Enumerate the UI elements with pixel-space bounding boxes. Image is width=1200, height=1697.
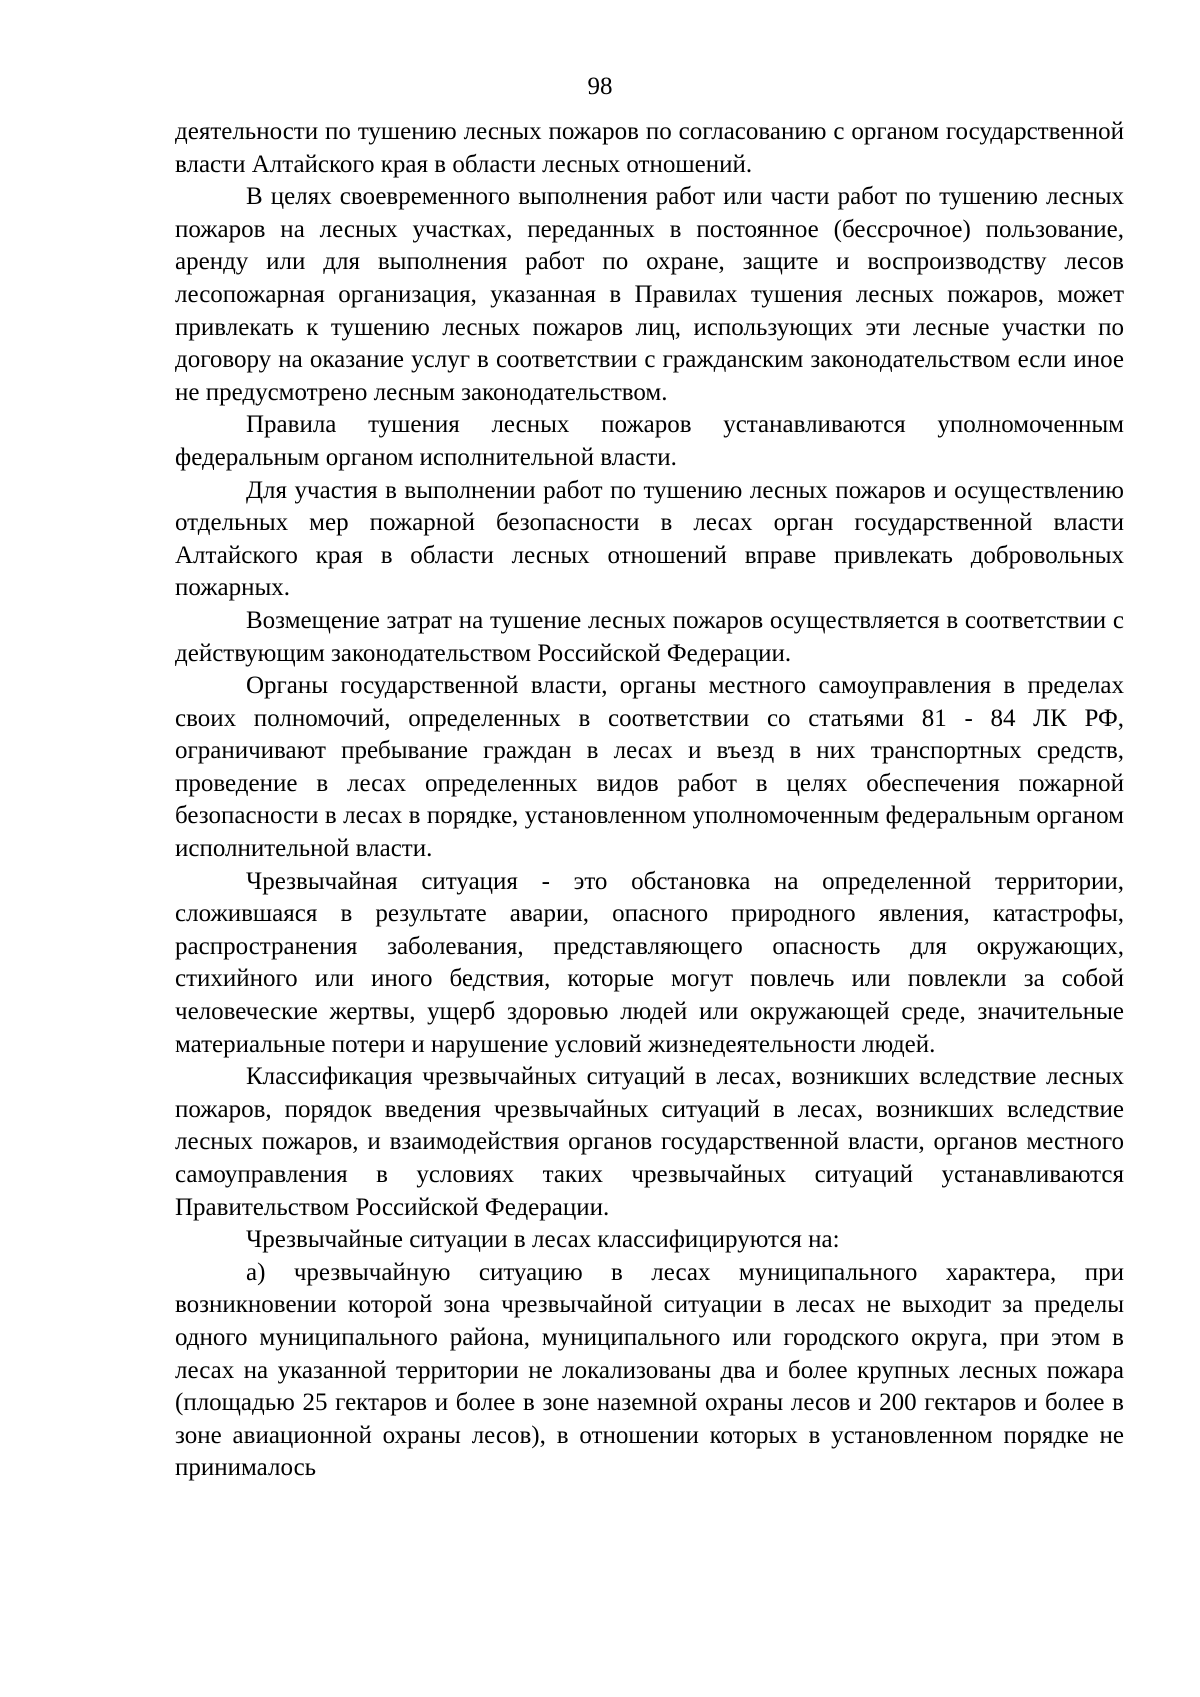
page-number: 98	[587, 73, 613, 100]
body-text	[175, 116, 1124, 1485]
paragraph-3: Правила тушения лесных пожаров устанавливаются уполномоченным федеральным органом исполнительной власти.	[175, 411, 1124, 471]
paragraph-1: деятельности по тушению лесных пожаров по согласованию с органом государственной власти Алтайского края в области лесных отношений.	[175, 118, 1124, 178]
paragraph-9: Чрезвычайные ситуации в лесах классифицируются на:	[246, 1226, 840, 1254]
paragraph-6: Органы государственной власти, органы местного самоуправления в пределах своих полномочий, определенных в соответствии со статьями 81 - 84 ЛК РФ, ограничивают пребывание граждан в лесах и въезд в них транспортных средств, проведение в лесах определенных видов работ в целях обеспечения пожарной безопасности в лесах в порядке, установленном уполномоченным федеральным органом исполнительной власти.	[175, 672, 1124, 863]
paragraph-7: Чрезвычайная ситуация - это обстановка на определенной территории, сложившаяся в результате аварии, опасного природного явления, катастрофы, распространения заболевания, представляющего опасность для окружающих, стихийного или иного бедствия, которые могут повлечь или повлекли за собой человеческие жертвы, ущерб здоровью людей или окружающей среде, значительные материальные потери и нарушение условий жизнедеятельности людей.	[175, 867, 1124, 1058]
paragraph-5: Возмещение затрат на тушение лесных пожаров осуществляется в соответствии с действующим законодательством Российской Федерации.	[175, 606, 1124, 667]
paragraph-4: Для участия в выполнении работ по тушению лесных пожаров и осуществлению отдельных мер пожарной безопасности в лесах орган государственной власти Алтайского края в области лесных отношений вправе привлекать добровольных пожарных.	[175, 476, 1124, 602]
paragraph-8: Классификация чрезвычайных ситуаций в лесах, возникших вследствие лесных пожаров, порядок введения чрезвычайных ситуаций в лесах, возникших вследствие лесных пожаров, и взаимодействия органов государственной власти, органов местного самоуправления в условиях таких чрезвычайных ситуаций устанавливаются Правительством Российской Федерации.	[175, 1063, 1124, 1221]
paragraph-2: В целях своевременного выполнения работ или части работ по тушению лесных пожаров на лесных участках, переданных в постоянное (бессрочное) пользование, аренду или для выполнения работ по охране, защите и воспроизводству лесов лесопожарная организация, указанная в Правилах тушения лесных пожаров, может привлекать к тушению лесных пожаров лиц, использующих эти лесные участки по договору на оказание услуг в соответствии с гражданским законодательством если иное не предусмотрено лесным законодательством.	[175, 183, 1124, 406]
paragraph-10: а) чрезвычайную ситуацию в лесах муниципального характера, при возникновении которой зона чрезвычайной ситуации в лесах не выходит за пределы одного муниципального района, муниципального или городского округа, при этом в лесах на указанной территории не локализованы два и более крупных лесных пожара (площадью 25 гектаров и более в зоне наземной охраны лесов и 200 гектаров и более в зоне авиационной охраны лесов), в отношении которых в установленном порядке не принималось	[175, 1258, 1124, 1482]
